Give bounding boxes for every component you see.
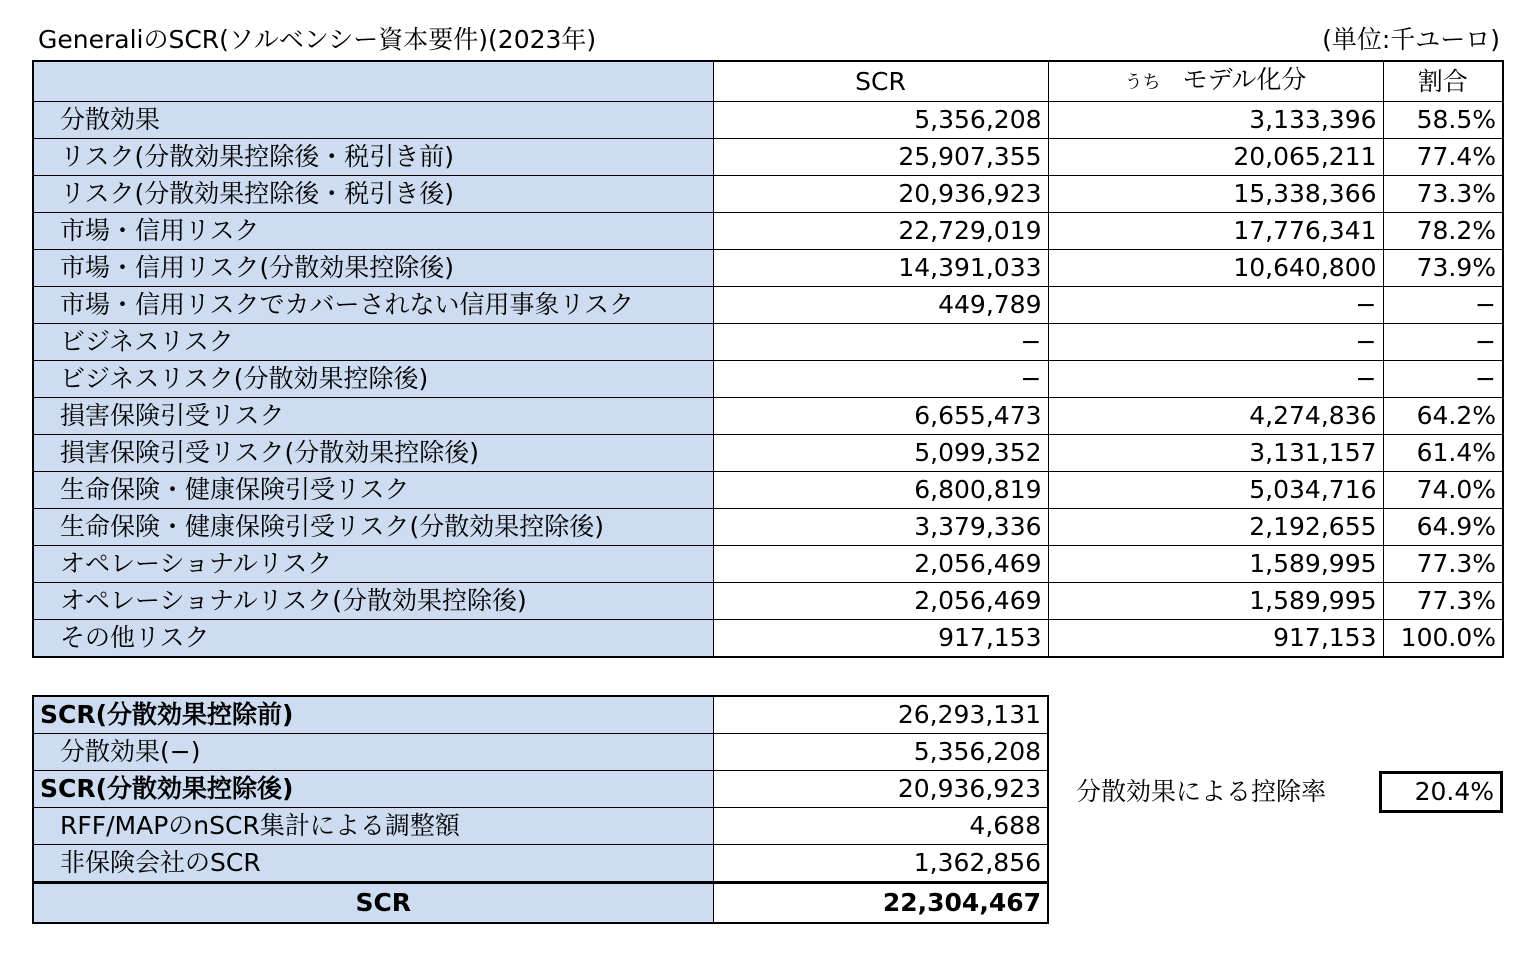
model-value: 10,640,800 [1048, 250, 1383, 287]
model-value: 1,589,995 [1048, 546, 1383, 583]
ratio-value: 64.2% [1383, 398, 1503, 435]
table-row [33, 546, 1503, 583]
table-row [33, 583, 1503, 620]
scr-value: 449,789 [713, 287, 1048, 324]
model-value: 15,338,366 [1048, 176, 1383, 213]
table-row [33, 139, 1503, 176]
ratio-value: − [1383, 324, 1503, 361]
scr-value: − [713, 361, 1048, 398]
deduction-rate-label: 分散効果による控除率 [1076, 777, 1327, 806]
ratio-value: − [1383, 287, 1503, 324]
ratio-value: 61.4% [1383, 435, 1503, 472]
header-scr: SCR [713, 61, 1048, 102]
summary-label: SCR(分散効果控除後) [33, 771, 713, 808]
header-ratio: 割合 [1383, 61, 1503, 102]
row-label: ビジネスリスク(分散効果控除後) [33, 361, 713, 398]
scr-value: 5,356,208 [713, 102, 1048, 139]
summary-value: 4,688 [713, 808, 1048, 845]
row-label: その他リスク [33, 620, 713, 658]
model-value: 4,274,836 [1048, 398, 1383, 435]
table-row [33, 472, 1503, 509]
scr-value: 22,729,019 [713, 213, 1048, 250]
row-label: リスク(分散効果控除後・税引き後) [33, 176, 713, 213]
model-value: 5,034,716 [1048, 472, 1383, 509]
deduction-rate-value: 20.4% [1379, 771, 1503, 813]
model-value: 17,776,341 [1048, 213, 1383, 250]
total-label: SCR [33, 883, 713, 924]
scr-value: − [713, 324, 1048, 361]
summary-row-diversification [33, 734, 1048, 771]
row-label: 市場・信用リスク [33, 213, 713, 250]
scr-value: 20,936,923 [713, 176, 1048, 213]
row-label: オペレーショナルリスク [33, 546, 713, 583]
row-label: 生命保険・健康保険引受リスク [33, 472, 713, 509]
summary-row-adjustment [33, 808, 1048, 845]
table-row [33, 620, 1503, 658]
scr-table [32, 60, 1504, 658]
summary-label: SCR(分散効果控除前) [33, 696, 713, 734]
model-value: − [1048, 324, 1383, 361]
ratio-value: 74.0% [1383, 472, 1503, 509]
table-row [33, 250, 1503, 287]
ratio-value: 77.4% [1383, 139, 1503, 176]
ratio-value: − [1383, 361, 1503, 398]
summary-label: 非保険会社のSCR [33, 845, 713, 883]
scr-value: 25,907,355 [713, 139, 1048, 176]
table-row [33, 435, 1503, 472]
row-label: リスク(分散効果控除後・税引き前) [33, 139, 713, 176]
header-row [33, 61, 1503, 102]
table-row [33, 102, 1503, 139]
table-row [33, 361, 1503, 398]
sheet-title: GeneraliのSCR(ソルベンシー資本要件)(2023年) [38, 25, 597, 54]
summary-label: RFF/MAPのnSCR集計による調整額 [33, 808, 713, 845]
summary-row-total [33, 883, 1048, 924]
scr-value: 6,800,819 [713, 472, 1048, 509]
summary-value: 20,936,923 [713, 771, 1048, 808]
ratio-value: 64.9% [1383, 509, 1503, 546]
header-model [1048, 61, 1383, 102]
ratio-value: 73.3% [1383, 176, 1503, 213]
scr-value: 3,379,336 [713, 509, 1048, 546]
row-label: 生命保険・健康保険引受リスク(分散効果控除後) [33, 509, 713, 546]
unit-label: (単位:千ユーロ) [1322, 25, 1500, 54]
ratio-value: 77.3% [1383, 546, 1503, 583]
scr-value: 2,056,469 [713, 583, 1048, 620]
row-label: 分散効果 [33, 102, 713, 139]
total-value: 22,304,467 [713, 883, 1048, 924]
header-blank-cell [33, 61, 713, 102]
model-value: 3,131,157 [1048, 435, 1383, 472]
ratio-value: 100.0% [1383, 620, 1503, 658]
table-row [33, 509, 1503, 546]
table-row [33, 213, 1503, 250]
ratio-value: 78.2% [1383, 213, 1503, 250]
model-value: 1,589,995 [1048, 583, 1383, 620]
scr-value: 2,056,469 [713, 546, 1048, 583]
table-row [33, 176, 1503, 213]
table-row [33, 287, 1503, 324]
scr-value: 917,153 [713, 620, 1048, 658]
model-value: 2,192,655 [1048, 509, 1383, 546]
model-value: − [1048, 287, 1383, 324]
summary-row-non-insurance [33, 845, 1048, 883]
header-model-prefix: うち [1124, 72, 1161, 93]
row-label: 損害保険引受リスク [33, 398, 713, 435]
row-label: ビジネスリスク [33, 324, 713, 361]
ratio-value: 73.9% [1383, 250, 1503, 287]
ratio-value: 58.5% [1383, 102, 1503, 139]
summary-row-before [33, 696, 1048, 734]
scr-summary-table [32, 695, 1049, 924]
summary-label: 分散効果(−) [33, 734, 713, 771]
table-row [33, 324, 1503, 361]
summary-value: 1,362,856 [713, 845, 1048, 883]
ratio-value: 77.3% [1383, 583, 1503, 620]
scr-value: 5,099,352 [713, 435, 1048, 472]
row-label: オペレーショナルリスク(分散効果控除後) [33, 583, 713, 620]
row-label: 市場・信用リスクでカバーされない信用事象リスク [33, 287, 713, 324]
model-value: 917,153 [1048, 620, 1383, 658]
table-row [33, 398, 1503, 435]
summary-row-after [33, 771, 1048, 808]
row-label: 市場・信用リスク(分散効果控除後) [33, 250, 713, 287]
scr-value: 6,655,473 [713, 398, 1048, 435]
header-model-label: モデル化分 [1182, 65, 1307, 94]
model-value: − [1048, 361, 1383, 398]
summary-value: 26,293,131 [713, 696, 1048, 734]
row-label: 損害保険引受リスク(分散効果控除後) [33, 435, 713, 472]
scr-value: 14,391,033 [713, 250, 1048, 287]
model-value: 20,065,211 [1048, 139, 1383, 176]
summary-value: 5,356,208 [713, 734, 1048, 771]
model-value: 3,133,396 [1048, 102, 1383, 139]
